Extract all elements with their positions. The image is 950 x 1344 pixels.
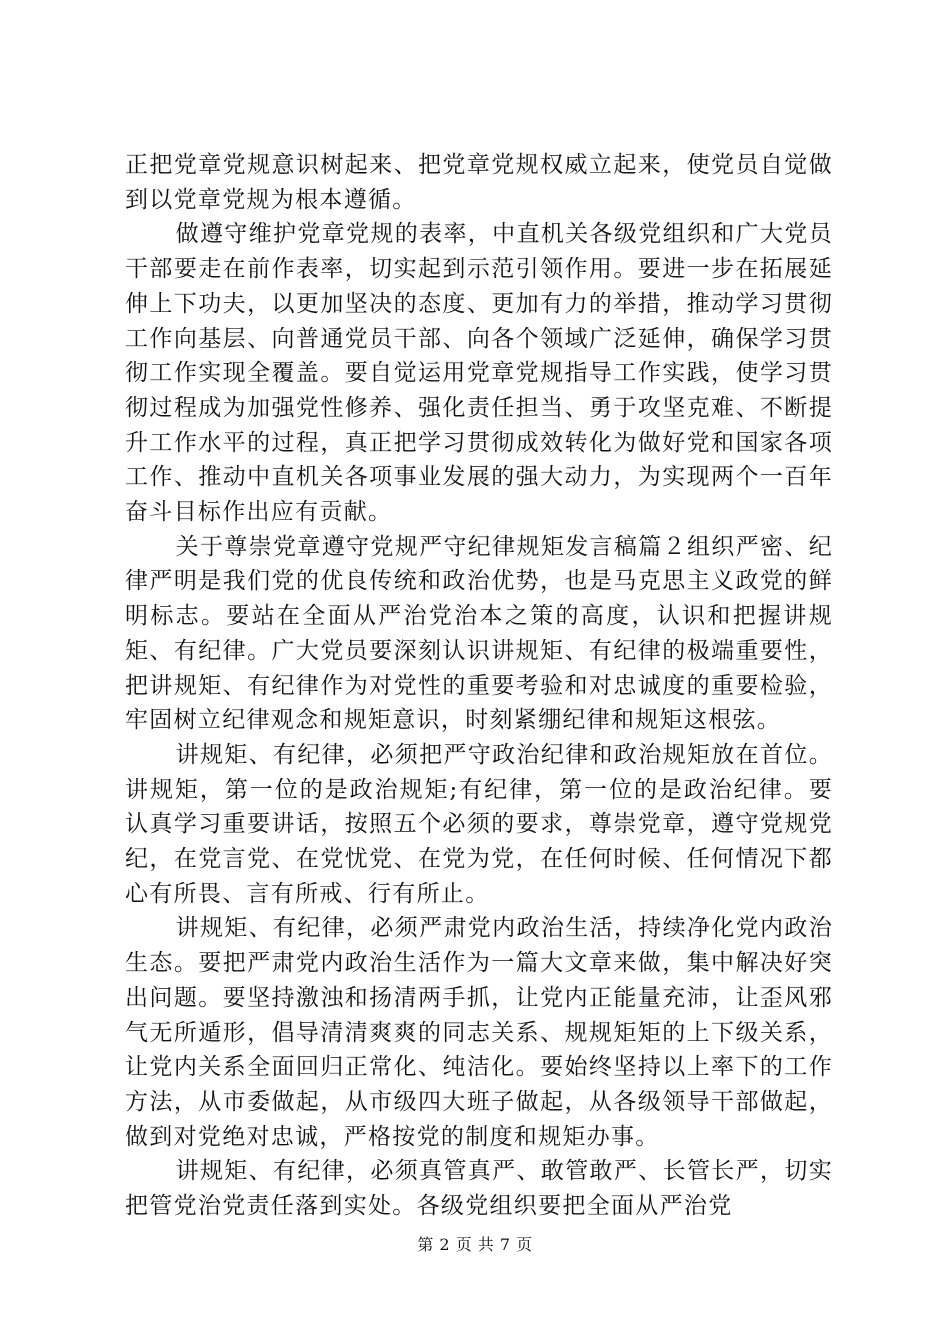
- paragraph-6: 讲规矩、有纪律，必须真管真严、敢管敢严、长管长严，切实把管党治党责任落到实处。各级党组织要把全面从严治党: [125, 1158, 833, 1220]
- paragraph-3: 关于尊崇党章遵守党规严守纪律规矩发言稿篇２组织严密、纪律严明是我们党的优良传统和政治优势，也是马克思主义政党的鲜明标志。要站在全面从严治党治本之策的高度，认识和把握讲规矩、有纪律。广大党员要深刻认识讲规矩、有纪律的极端重要性，把讲规矩、有纪律作为对党性的重要考验和对忠诚度的重要检验，牢固树立纪律观念和规矩意识，时刻紧绷纪律和规矩这根弦。: [125, 533, 833, 734]
- paragraph-1: 正把党章党规意识树起来、把党章党规权威立起来，使党员自觉做到以党章党规为根本遵循。: [125, 152, 833, 213]
- paragraph-2: 做遵守维护党章党规的表率，中直机关各级党组织和广大党员干部要走在前作表率，切实起到示范引领作用。要进一步在拓展延伸上下功夫，以更加坚决的态度、更加有力的举措，推动学习贯彻工作向基层、向普通党员干部、向各个领域广泛延伸，确保学习贯彻工作实现全覆盖。要自觉运用党章党规指导工作实践，使学习贯彻过程成为加强党性修养、强化责任担当、勇于攻坚克难、不断提升工作水平的过程，真正把学习贯彻成效转化为做好党和国家各项工作、推动中直机关各项事业发展的强大动力，为实现两个一百年奋斗目标作出应有贡献。: [125, 221, 833, 526]
- paragraph-4: 讲规矩、有纪律，必须把严守政治纪律和政治规矩放在首位。讲规矩，第一位的是政治规矩;有纪律，第一位的是政治纪律。要认真学习重要讲话，按照五个必须的要求，尊崇党章，遵守党规党纪，在党言党、在党忧党、在党为党，在任何时候、任何情况下都心有所畏、言有所戒、行有所止。: [125, 741, 833, 907]
- paragraph-5: 讲规矩、有纪律，必须严肃党内政治生活，持续净化党内政治生态。要把严肃党内政治生活作为一篇大文章来做，集中解决好突出问题。要坚持激浊和扬清两手抓，让党内正能量充沛，让歪风邪气无所遁形，倡导清清爽爽的同志关系、规规矩矩的上下级关系，让党内关系全面回归正常化、纯洁化。要始终坚持以上率下的工作方法，从市委做起，从市级四大班子做起，从各级领导干部做起，做到对党绝对忠诚，严格按党的制度和规矩办事。: [125, 915, 833, 1150]
- document-body: [125, 148, 833, 1224]
- page-footer: 第 2 页 共 7 页: [417, 1235, 533, 1254]
